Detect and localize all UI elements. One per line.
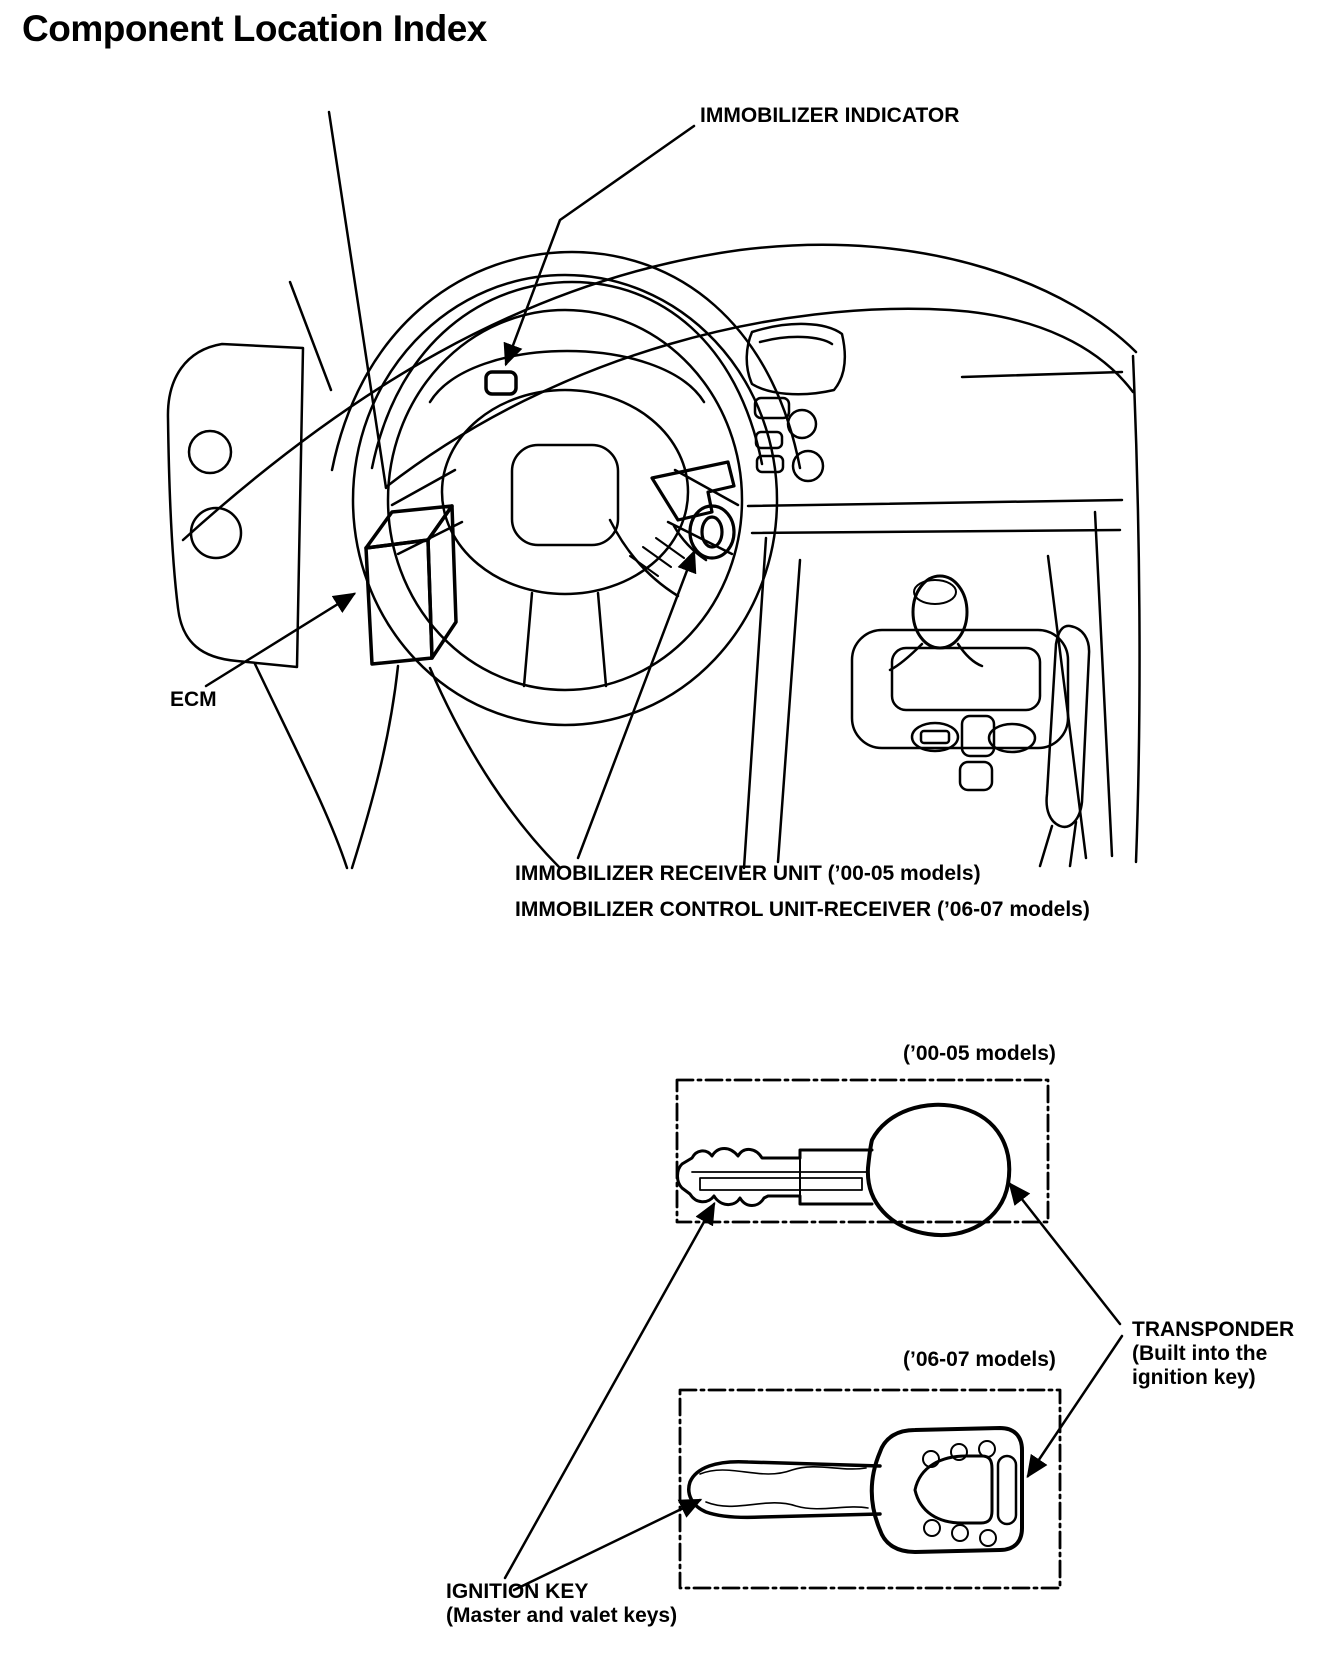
wheel-hub: [512, 445, 618, 545]
ecm-label: ECM: [170, 688, 217, 711]
console-left-inner: [778, 560, 800, 862]
page-title: Component Location Index: [22, 8, 487, 49]
key2-blade-cut-lower: [706, 1502, 868, 1509]
ignition-key-label-line2: (Master and valet keys): [446, 1604, 678, 1627]
transponder-label-line3: ignition key): [1132, 1366, 1256, 1389]
dash-right-inner-edge: [1095, 512, 1112, 856]
shift-boot-plate: [892, 648, 1040, 710]
airbag-pad: [442, 390, 688, 594]
receiver-arrow: [578, 552, 694, 858]
left-vent-upper: [189, 431, 231, 473]
left-endcap: [168, 344, 303, 667]
ecm-box: [366, 506, 456, 664]
receiver-label-line2: IMMOBILIZER CONTROL UNIT-RECEIVER (’06-07 models): [515, 898, 1090, 921]
cluster-opening-arc: [430, 351, 704, 402]
key2-head-slot: [998, 1456, 1016, 1524]
key1-caption: (’00-05 models): [903, 1042, 1056, 1065]
steering-wheel: [353, 275, 777, 725]
key-06-07-illustration: [680, 1390, 1060, 1588]
receiver-ring: [690, 506, 734, 558]
indicator-arrow: [506, 126, 694, 364]
dash-knob-lower: [793, 451, 823, 481]
ignition-key-label: [446, 1580, 677, 1628]
immobilizer-indicator-label: IMMOBILIZER INDICATOR: [700, 104, 960, 127]
receiver-label-line1: IMMOBILIZER RECEIVER UNIT (’00-05 models): [515, 862, 981, 885]
transponder-arrow-1: [1010, 1184, 1120, 1324]
dash-right-edge: [1133, 356, 1140, 862]
lower-dash-curve-right: [430, 668, 560, 868]
key2-caption: (’06-07 models): [903, 1348, 1056, 1371]
cowl-line: [962, 372, 1122, 377]
key2-head: [872, 1428, 1022, 1552]
column-hatching: [630, 538, 684, 576]
key2-blade-cut-upper: [700, 1467, 866, 1474]
gear-shift: [890, 576, 982, 670]
dash-under-line1: [748, 500, 1122, 506]
key1-head: [868, 1105, 1009, 1235]
left-vent-lower: [191, 508, 241, 558]
lower-dash-curve-mid: [352, 666, 398, 868]
key-callout-arrows: [505, 1184, 1122, 1590]
cluster-hood-outer: [332, 252, 800, 470]
left-window-line: [290, 282, 331, 390]
console-button-lower: [960, 762, 992, 790]
dash-top-curve: [183, 245, 1136, 540]
console-left-edge: [744, 538, 766, 868]
dash-under-line2: [752, 530, 1120, 533]
immobilizer-receiver-unit: [610, 462, 734, 596]
right-eyebrow-vent: [747, 324, 845, 394]
key1-blade: [678, 1149, 873, 1206]
lower-dash-curve-left: [255, 664, 347, 868]
key1-blade-channel: [700, 1178, 862, 1190]
transponder-label-line1: TRANSPONDER: [1132, 1318, 1295, 1341]
ecm-arrow: [206, 594, 354, 686]
dash-knob-upper: [788, 410, 816, 438]
dashboard-illustration: [168, 112, 1140, 868]
transponder-label-line2: (Built into the: [1132, 1342, 1268, 1365]
center-console: [744, 500, 1122, 868]
spoke-bottom: [524, 593, 606, 686]
a-pillar-line: [329, 112, 386, 488]
ignition-key-label-line1: IGNITION KEY: [446, 1580, 589, 1603]
transponder-label: [1132, 1318, 1294, 1390]
immobilizer-indicator-mark: [486, 372, 516, 394]
key-00-05-illustration: [677, 1080, 1048, 1235]
